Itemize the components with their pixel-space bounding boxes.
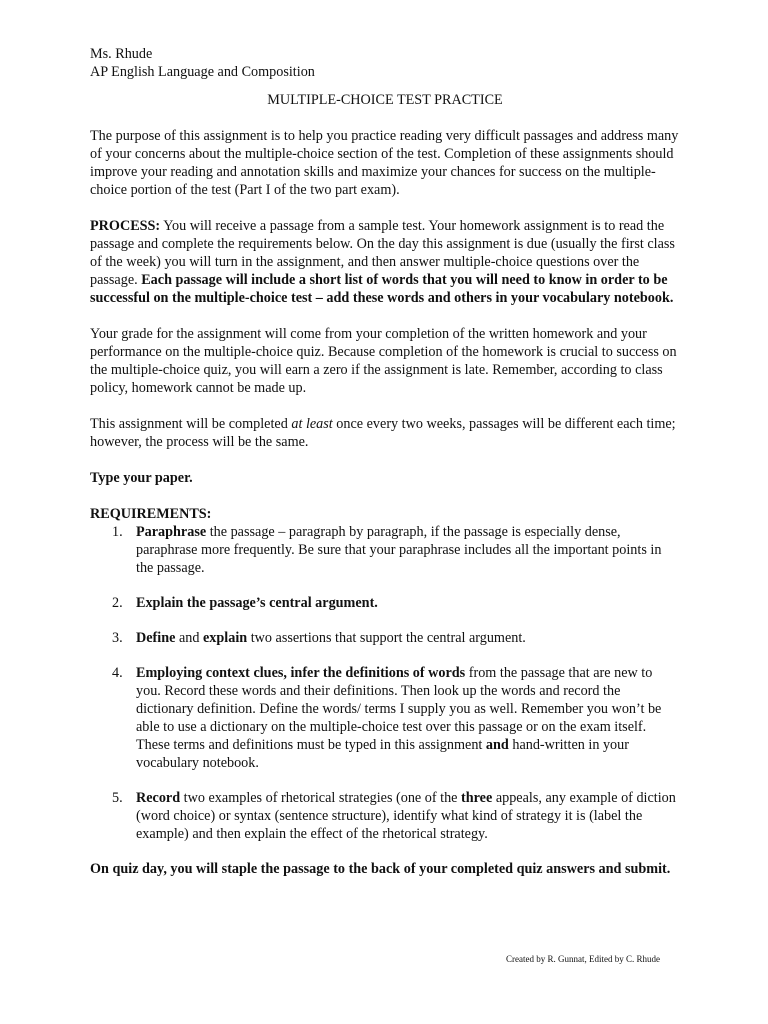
requirements-heading [90, 505, 680, 523]
requirement-item [90, 664, 680, 772]
requirement-number: 2. [112, 595, 123, 611]
page-title: MULTIPLE-CHOICE TEST PRACTICE [267, 92, 503, 108]
requirements-list [90, 523, 680, 843]
final-instruction [90, 860, 680, 878]
course-name: AP English Language and Composition [90, 64, 315, 80]
purpose-paragraph: The purpose of this assignment is to help you practice reading very difficult passages and address many of your concerns about the multiple-choice section of the test. Completion of these assignments should improve your reading and annotation skills and maximize your chances for success on the multiple-choice portion of the test (Part I of the two part exam). [90, 128, 679, 198]
teacher-name: Ms. Rhude [90, 46, 153, 62]
requirement-bold: Define [136, 630, 176, 646]
requirement-number: 3. [112, 630, 123, 646]
requirement-text: hand-written in your vocabulary notebook. [136, 737, 629, 771]
grade-paragraph: Your grade for the assignment will come from your completion of the written homework and your performance on the multiple-choice quiz. Because completion of the homework is crucial to success on the multiple-choice quiz, you will earn a zero if the assignment is late. Remember, according to class policy, homework cannot be made up. [90, 326, 677, 396]
document-header [90, 45, 680, 81]
requirement-text: two examples of rhetorical strategies (one of the [180, 790, 462, 806]
process-text: You will receive a passage from a sample test. Your homework assignment is to read the passage and complete the requirements below. On the day this assignment is due (usually the first class of the week) you will turn in the assignment, and then answer multiple-choice questions over the passage. [90, 218, 675, 288]
requirement-item [90, 789, 680, 843]
requirement-number: 5. [112, 790, 123, 806]
frequency-after: once every two weeks, passages will be different each time; however, the process will be the same. [90, 416, 676, 450]
document-page [90, 45, 680, 896]
requirement-text: the passage – paragraph by paragraph, if the passage is especially dense, paraphrase more frequently. Be sure that your paraphrase includes all the important points in the passage. [136, 524, 662, 576]
requirements-heading-text: REQUIREMENTS: [90, 506, 212, 522]
frequency-before: This assignment will be completed [90, 416, 292, 432]
requirement-bold: and [485, 737, 509, 753]
process-bold-text: Each passage will include a short list of words that you will need to know in order to be successful on the multiple-choice test – add these words and others in your vocabulary notebook. [90, 272, 674, 306]
requirement-bold: explain [203, 630, 248, 646]
requirement-item [90, 523, 680, 577]
footer-credit: Created by R. Gunnat, Edited by C. Rhude [506, 954, 660, 964]
frequency-paragraph [90, 415, 680, 451]
process-paragraph [90, 217, 680, 307]
requirement-text: two assertions that support the central argument. [247, 630, 526, 646]
requirement-bold: Paraphrase [136, 524, 207, 540]
requirement-item [90, 629, 680, 647]
requirement-number: 4. [112, 665, 123, 681]
requirement-text: and [175, 630, 203, 646]
final-instruction-text: On quiz day, you will staple the passage to the back of your completed quiz answers and submit. [90, 861, 671, 877]
process-label: PROCESS: [90, 218, 161, 234]
requirement-text: appeals, any example of diction (word choice) or syntax (sentence structure), identify what kind of strategy it is (label the example) and then explain the effect of the rhetorical strategy. [136, 790, 676, 842]
requirement-bold: three [461, 790, 493, 806]
requirement-bold: Explain the passage’s central argument. [136, 595, 378, 611]
frequency-italic: at least [291, 416, 333, 432]
type-paper-instruction [90, 469, 680, 487]
requirement-text: from the passage that are new to you. Record these words and their definitions. Then look up the words and record the dictionary definition. Define the words/ terms I supply you as well. Remember you won’t be able to use a dictionary on the multiple-choice test over this passage or on the exam itself. These terms and definitions must be typed in this assignment [136, 665, 662, 753]
requirement-bold: Record [136, 790, 181, 806]
type-paper-text: Type your paper. [90, 470, 193, 486]
requirement-bold: Employing context clues, infer the definitions of words [136, 665, 466, 681]
requirement-item [90, 594, 680, 612]
requirement-number: 1. [112, 524, 123, 540]
